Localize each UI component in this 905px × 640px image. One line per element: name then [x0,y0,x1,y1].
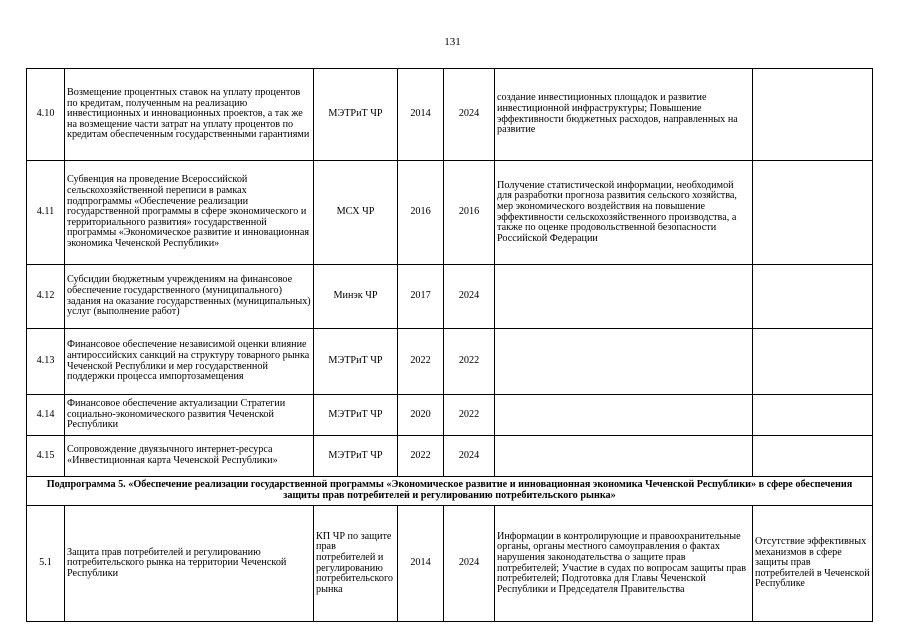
table-row [27,329,873,395]
executor: МЭТРиТ ЧР [314,329,398,395]
row-number: 4.11 [27,161,65,265]
year-start: 2022 [398,436,444,477]
expected-result [495,265,753,329]
executor: МЭТРиТ ЧР [314,395,398,436]
row-number: 4.15 [27,436,65,477]
row-number: 4.10 [27,69,65,161]
expected-result [495,395,753,436]
row-number: 4.13 [27,329,65,395]
year-start: 2014 [398,69,444,161]
table-row [27,436,873,477]
executor: МЭТРиТ ЧР [314,436,398,477]
table-row [27,161,873,265]
row-number: 4.14 [27,395,65,436]
subprogram-heading: Подпрограмма 5. «Обеспечение реализации государственной программы «Экономическое развитие и инновационная экономика Чеченской Республики» в сфере обеспечения защиты прав потребителей и регулированию потребительского рынка» [27,477,873,506]
year-end: 2022 [444,395,495,436]
table-row [27,506,873,622]
expected-result: Получение статистической информации, необходимой для разработки прогноза развития сельского хозяйства, мер экономического воздействия на повышение эффективности сельскохозяйственного производства, а также по оценке продовольственной безопасности Российской Федерации [495,161,753,265]
year-start: 2020 [398,395,444,436]
executor: КП ЧР по защите прав потребителей и регулированию потребительского рынка [314,506,398,622]
measure-name: Возмещение процентных ставок на уплату процентов по кредитам, полученным на реализацию инвестиционных и инновационных проектов, а так же на возмещение части затрат на уплату процентов по кредитам обеспеченным государственными гарантиями [65,69,314,161]
year-start: 2014 [398,506,444,622]
measure-name: Субвенция на проведение Всероссийской сельскохозяйственной переписи в рамках подпрограммы «Обеспечение реализации государственной программы в сфере экономического и территориального развития» государственной программы «Экономическое развитие и инновационная экономика Чеченской Республики» [65,161,314,265]
expected-result: создание инвестиционных площадок и развитие инвестиционной инфраструктуры; Повышение эффективности бюджетных расходов, направленных на развитие [495,69,753,161]
table-row [27,395,873,436]
consequence [753,161,873,265]
executor: Минэк ЧР [314,265,398,329]
consequence [753,436,873,477]
year-end: 2016 [444,161,495,265]
table-row [27,265,873,329]
executor: МЭТРиТ ЧР [314,69,398,161]
consequence [753,395,873,436]
expected-result [495,436,753,477]
table-row [27,69,873,161]
measure-name: Субсидии бюджетным учреждениям на финансовое обеспечение государственного (муниципального) задания на оказание государственных (муниципальных) услуг (выполнение работ) [65,265,314,329]
row-number: 5.1 [27,506,65,622]
year-start: 2022 [398,329,444,395]
measure-name: Финансовое обеспечение актуализации Стратегии социально-экономического развития Чеченской Республики [65,395,314,436]
year-end: 2024 [444,265,495,329]
measure-name: Финансовое обеспечение независимой оценки влияние антироссийских санкций на структуру товарного рынка Чеченской Республики и мер государственной поддержки процесса импортозамещения [65,329,314,395]
consequence [753,265,873,329]
consequence [753,329,873,395]
year-end: 2024 [444,69,495,161]
consequence: Отсутствие эффективных механизмов в сфере защиты прав потребителей в Чеченской Республике [753,506,873,622]
measure-name: Сопровождение двуязычного интернет-ресурса «Инвестиционная карта Чеченской Республики» [65,436,314,477]
expected-result: Информации в контролирующие и правоохранительные органы, органы местного самоуправления о фактах нарушения законодательства о защите прав потребителей; Участие в судах по вопросам защиты прав потребителей; Подготовка для Главы Чеченской Республики и Председателя Правительства [495,506,753,622]
year-start: 2017 [398,265,444,329]
expected-result [495,329,753,395]
page-number: 131 [444,36,461,48]
year-end: 2022 [444,329,495,395]
consequence [753,69,873,161]
subprogram-heading-row [27,477,873,506]
year-end: 2024 [444,506,495,622]
measures-table [26,68,873,622]
executor: МСХ ЧР [314,161,398,265]
row-number: 4.12 [27,265,65,329]
measure-name: Защита прав потребителей и регулированию потребительского рынка на территории Чеченской Республики [65,506,314,622]
year-end: 2024 [444,436,495,477]
year-start: 2016 [398,161,444,265]
